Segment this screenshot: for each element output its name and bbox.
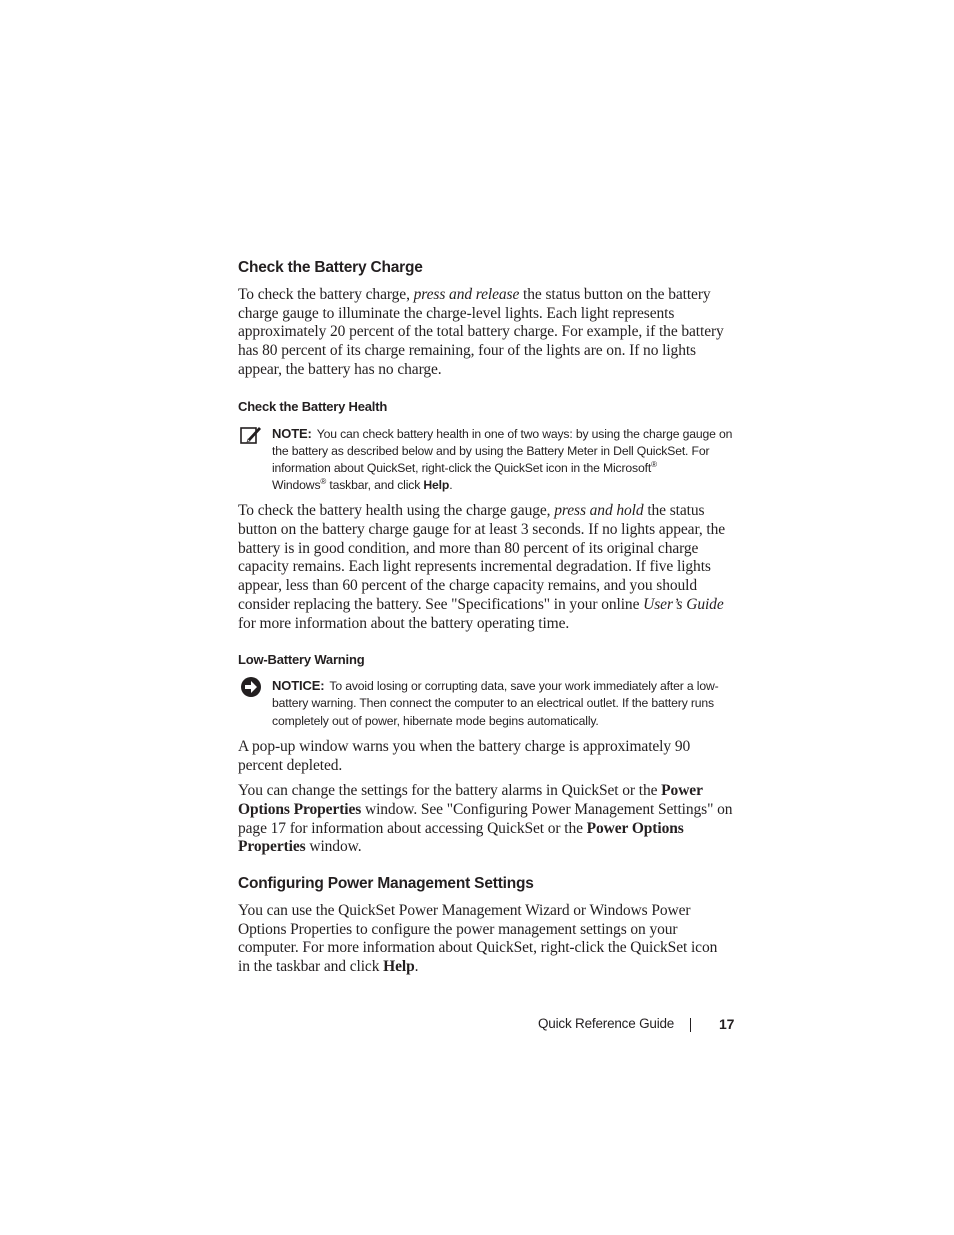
footer-guide-title: Quick Reference Guide bbox=[538, 1016, 675, 1031]
heading-check-battery-charge: Check the Battery Charge bbox=[238, 259, 423, 276]
page-number: 17 bbox=[719, 1016, 735, 1032]
note-label: NOTE: bbox=[272, 425, 312, 441]
paragraph-battery-alarms: You can change the settings for the battery alarms in QuickSet or the Power Options Properties window. See "Configuring Power Management Settings" on page 17 for information about accessing QuickSet or the Power Options Properties window. bbox=[238, 782, 733, 856]
paragraph-popup-warning: A pop-up window warns you when the battery charge is approximately 90 percent depleted. bbox=[238, 737, 691, 774]
heading-low-battery-warning: Low-Battery Warning bbox=[238, 652, 365, 668]
footer-separator bbox=[690, 1018, 691, 1032]
heading-configuring-power-management: Configuring Power Management Settings bbox=[238, 875, 534, 893]
document-page bbox=[238, 256, 736, 977]
notice-label: NOTICE: bbox=[272, 678, 325, 694]
notice-box: NOTICE: To avoid losing or corrupting data, save your work immediately after a low-battery warning. Then connect the computer to an electrical outlet. If the battery runs completely out of power, hibernate mode begins automatically. bbox=[238, 677, 736, 730]
paragraph-check-health: To check the battery health using the charge gauge, press and hold the status button on the battery charge gauge for at least 3 seconds. If no lights appear, the battery is in good condition, and more than 80 percent of its original charge capacity remains. Each light represents incremental degradation. If five lights appear, less than 60 percent of the charge capacity remains, and you should consider replacing the battery. See "Specifications" in your online User’s Guide for more information about the battery operating time. bbox=[238, 502, 726, 632]
paragraph-configuring: You can use the QuickSet Power Management Wizard or Windows Power Options Properties to configure the power management settings on your computer. For more information about QuickSet, right-click the QuickSet icon in the taskbar and click Help. bbox=[238, 902, 718, 976]
pencil-note-icon bbox=[240, 425, 262, 450]
paragraph-check-charge: To check the battery charge, press and release the status button on the battery charge gauge to illuminate the charge-level lights. Each light represents approximately 20 percent of the total battery charge. For example, if the battery has 80 percent of its charge remaining, four of the lights are on. If no lights appear, the battery has no charge. bbox=[238, 286, 724, 378]
heading-check-battery-health: Check the Battery Health bbox=[238, 398, 388, 414]
note-box: NOTE: You can check battery health in one of two ways: by using the charge gauge on the battery as described below and by using the Battery Meter in Dell QuickSet. For information about QuickSet, right-click the QuickSet icon in the Microsoft® Windows® taskbar, and click Help. bbox=[238, 425, 736, 495]
arrow-notice-icon bbox=[240, 676, 262, 703]
